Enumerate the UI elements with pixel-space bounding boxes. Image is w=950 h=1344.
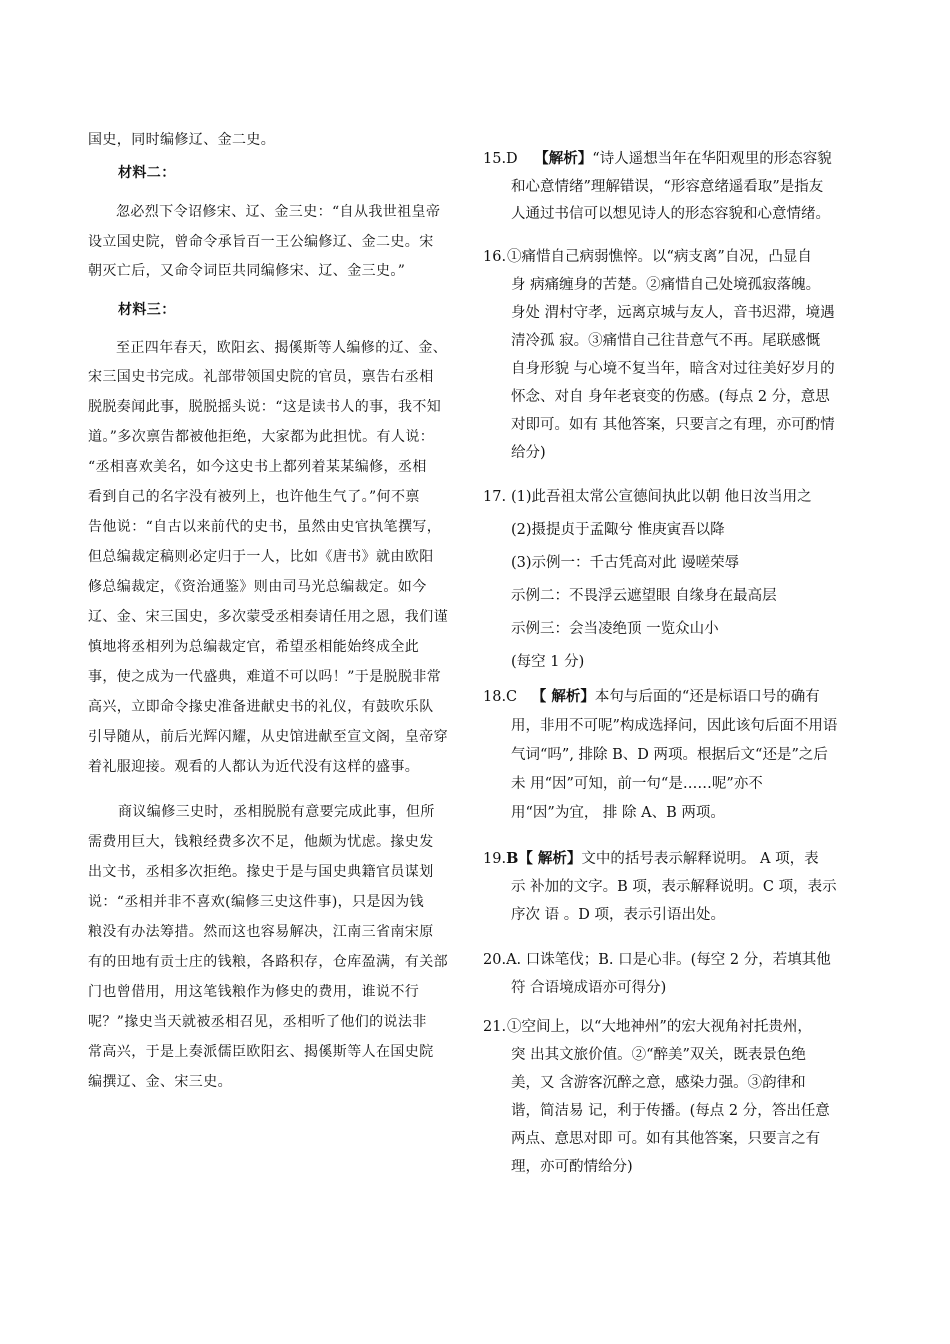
material-2-line: 忽必烈下令诏修宋、辽、金三史：“自从我世祖皇帝 xyxy=(116,204,441,220)
answer-line: 用，非用不可呢”构成选择问，因此该句后面不用语 xyxy=(511,718,838,734)
answer-line: ①空间上，以“大地神州”的宏大视角衬托贵州， xyxy=(507,1019,812,1035)
answer-line: ①痛惜自己病弱憔悴。以“病支离”自况，凸显自 xyxy=(507,249,812,265)
answer-line: 理，亦可酌情给分) xyxy=(511,1159,633,1175)
answer-line: 给分) xyxy=(511,445,546,461)
question-number: 17. xyxy=(483,489,507,505)
material-3-line: 至正四年春天，欧阳玄、揭傒斯等人编修的辽、金、 xyxy=(116,340,448,356)
answer-line: 序次 语 。D 项，表示引语出处。 xyxy=(511,907,725,923)
analysis-tag: 【解析】 xyxy=(534,150,593,167)
material-2-heading: 材料二： xyxy=(118,165,176,181)
paragraph-line: 常高兴，于是上奏派儒臣欧阳玄、揭傒斯等人在国史院 xyxy=(88,1044,434,1060)
answer-line: 身 病痛缠身的苦楚。②痛惜自己处境孤寂落魄。 xyxy=(511,277,821,293)
material-3-line: 宋三国史书完成。礼部带领国史院的官员，禀告右丞相 xyxy=(88,369,434,385)
question-number: 15.D xyxy=(483,151,518,167)
material-3-line: 脱脱奏闻此事，脱脱摇头说：“这是读书人的事，我不知 xyxy=(88,399,442,415)
material-3-heading: 材料三： xyxy=(118,302,176,318)
material-3-line: 事，使之成为一代盛典，难道不可以吗！”于是脱脱非常 xyxy=(88,669,442,685)
answer-line: 本句与后面的“还是标语口号的确有 xyxy=(594,689,820,705)
paragraph-line: 说：“丞相并非不喜欢(编修三史这件事)，只是因为钱 xyxy=(88,894,425,910)
answer-line: 示 补加的文字。B 项，表示解释说明。C 项，表示 xyxy=(511,879,837,895)
answer-line: 气词“吗”, 排除 B、D 两项。根据后文“还是”之后 xyxy=(511,747,828,763)
question-number: 20. xyxy=(483,952,507,968)
paragraph-line: 呢？”掾史当天就被丞相召见，丞相听了他们的说法非 xyxy=(88,1014,427,1030)
paragraph-line: 粮没有办法筹措。然而这也容易解决，江南三省南宋原 xyxy=(88,924,434,940)
material-3-line: 慎地将丞相列为总编裁定官，希望丞相能始终成全此 xyxy=(88,639,420,655)
analysis-tag: B【 解析】 xyxy=(506,850,582,867)
answer-line: 用“因”为宜， 排 除 A、B 两项。 xyxy=(511,805,725,821)
answer-line: 谐，简洁易 记，利于传播。(每点 2 分，答出任意 xyxy=(511,1103,830,1119)
answer-line: 文中的括号表示解释说明。 A 项，表 xyxy=(581,851,819,867)
answer-line: 清冷孤 寂。③痛惜自己往昔意气不再。尾联感慨 xyxy=(511,333,821,349)
answer-line: (1)此吾祖太常公宣德间执此以朝 他日汝当用之 xyxy=(511,489,812,505)
analysis-tag: 【 解析】 xyxy=(531,688,595,705)
answer-line: 突 出其文旅价值。②“醉美”双关，既表景色绝 xyxy=(511,1047,806,1063)
answer-line: 对即可。如有 其他答案，只要言之有理，亦可酌情 xyxy=(511,417,835,433)
material-3-line: 看到自己的名字没有被列上，也许他生气了。”何不禀 xyxy=(88,489,420,505)
answer-line: 身处 渭村守孝，远离京城与友人，音书迟滞，境遇 xyxy=(511,305,835,321)
answer-line: 符 合语境成语亦可得分) xyxy=(511,980,667,996)
paragraph-line: 编撰辽、金、宋三史。 xyxy=(88,1074,232,1090)
paragraph-line: 出文书，丞相多次拒绝。掾史于是与国史典籍官员谋划 xyxy=(88,864,434,880)
answer-line: “诗人遥想当年在华阳观里的形态容貌 xyxy=(592,151,832,167)
material-3-line: 道。”多次禀告都被他拒绝，大家都为此担忧。有人说： xyxy=(88,429,435,445)
answer-line: 示例二：不畏浮云遮望眼 自缘身在最高层 xyxy=(511,588,777,604)
question-number: 19. xyxy=(483,851,507,867)
answer-line: (2)摄提贞于孟陬兮 惟庚寅吾以降 xyxy=(511,522,725,538)
material-3-line: 告他说：“自古以来前代的史书，虽然由史官执笔撰写， xyxy=(88,519,442,535)
material-3-line: “丞相喜欢美名，如今这史书上都列着某某编修，丞相 xyxy=(88,459,427,475)
answer-line: (每空 1 分) xyxy=(511,654,585,670)
answer-line: 自身形貌 与心境不复当年，暗含对过往美好岁月的 xyxy=(511,361,835,377)
answer-line: 怀念、对自 身年老衰变的伤感。(每点 2 分，意思 xyxy=(511,389,830,405)
material-3-line: 着礼服迎接。观看的人都认为近代没有这样的盛事。 xyxy=(88,759,420,775)
answer-line: 未 用“因”可知，前一句“是……呢”亦不 xyxy=(511,776,763,792)
question-number: 16. xyxy=(483,249,507,265)
material-3-line: 修总编裁定，《资治通鉴》则由司马光总编裁定。如今 xyxy=(88,579,427,595)
answer-line: 美，又 含游客沉醉之意，感染力强。③韵律和 xyxy=(511,1075,806,1091)
material-2-line: 朝灭亡后，又命令词臣共同编修宋、辽、金三史。” xyxy=(88,263,406,279)
answer-line: 示例三：会当凌绝顶 一览众山小 xyxy=(511,621,719,637)
question-number: 21. xyxy=(483,1019,507,1035)
question-number: 18.C xyxy=(483,689,518,705)
answer-line: (3)示例一：千古凭高对此 谩嗟荣辱 xyxy=(511,555,740,571)
material-3-line: 高兴，立即命令掾史准备进献史书的礼仪，有鼓吹乐队 xyxy=(88,699,434,715)
material-3-line: 辽、金、宋三国史，多次蒙受丞相奏请任用之恩，我们谨 xyxy=(88,609,448,625)
answer-line: 和心意情绪”理解错误，“形容意绪遥看取”是指友 xyxy=(511,179,824,195)
material-3-line: 引导随从，前后光辉闪耀，从史馆进献至宣文阁，皇帝穿 xyxy=(88,729,448,745)
paragraph-line: 需费用巨大，钱粮经费多次不足，他颇为忧虑。掾史发 xyxy=(88,834,434,850)
paragraph-line: 有的田地有贡士庄的钱粮，各路积存，仓库盈满，有关部 xyxy=(88,954,448,970)
material-3-line: 但总编裁定稿则必定归于一人，比如《唐书》就由欧阳 xyxy=(88,549,434,565)
top-line: 国史，同时编修辽、金二史。 xyxy=(88,132,276,148)
material-2-line: 设立国史院，曾命令承旨百一王公编修辽、金二史。宋 xyxy=(88,234,434,250)
answer-line: 人通过书信可以想见诗人的形态容貌和心意情绪。 xyxy=(511,206,830,222)
paragraph-line: 商议编修三史时，丞相脱脱有意要完成此事，但所 xyxy=(118,804,435,820)
paragraph-line: 门也曾借用，用这笔钱粮作为修史的费用，谁说不行 xyxy=(88,984,420,1000)
answer-line: 两点、意思对即 可。如有其他答案，只要言之有 xyxy=(511,1131,821,1147)
answer-line: A. 口诛笔伐；B. 口是心非。(每空 2 分，若填其他 xyxy=(506,952,831,968)
